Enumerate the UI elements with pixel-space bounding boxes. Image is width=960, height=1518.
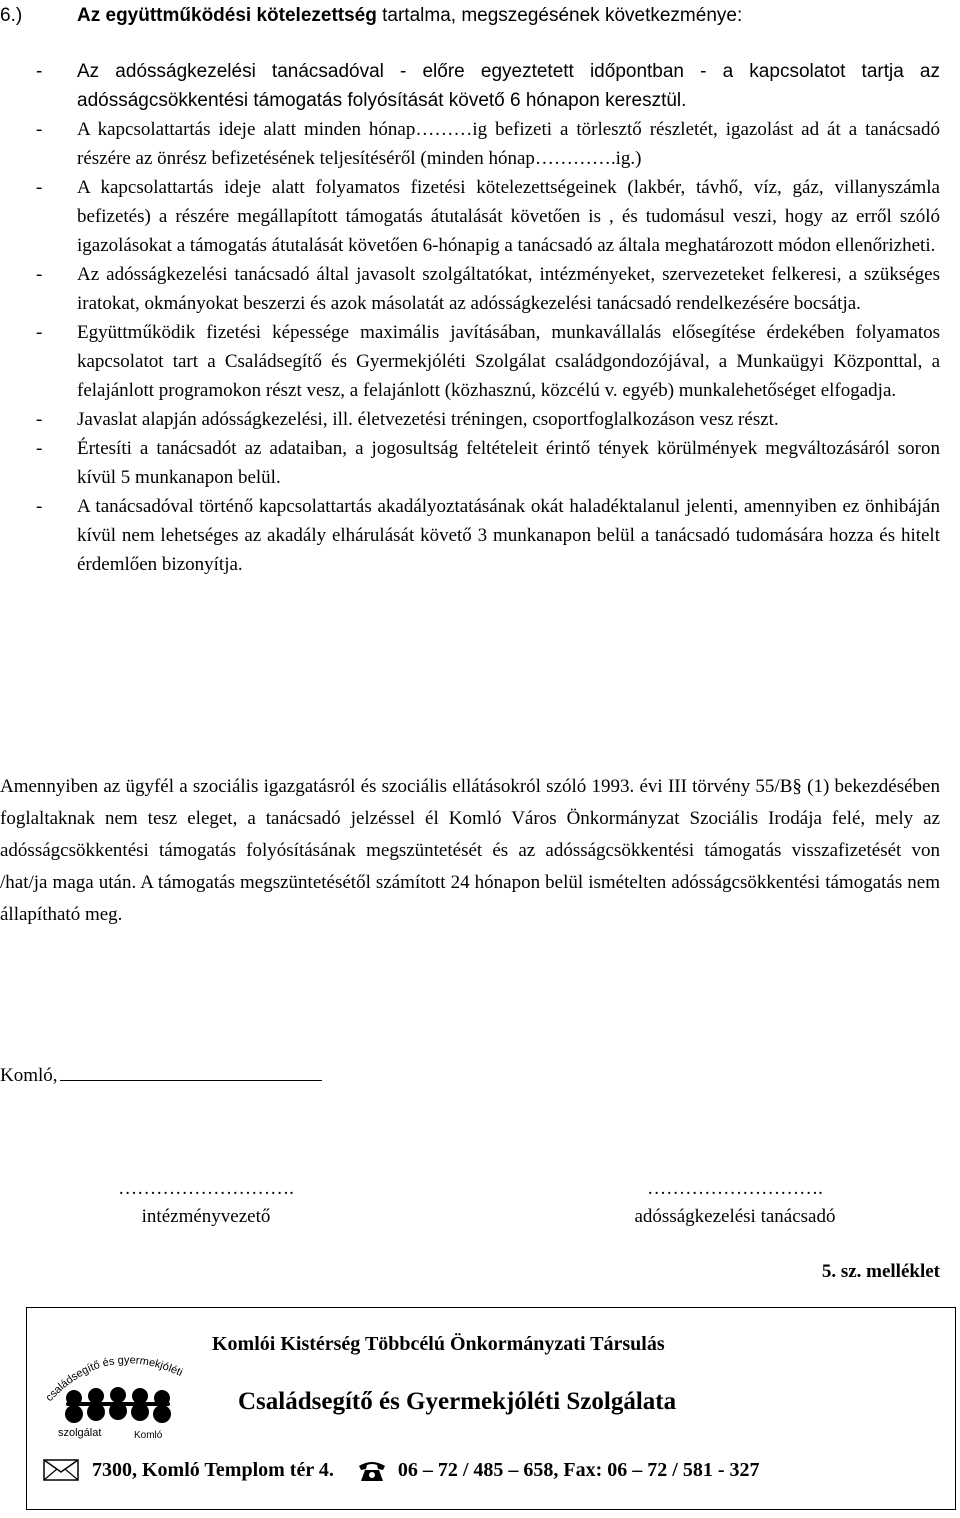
contact-line: [42, 1455, 760, 1485]
signature-dots-right: ……………………….: [647, 1178, 823, 1199]
address-text: 7300, Komló Templom tér 4.: [92, 1459, 334, 1481]
list-item: [0, 492, 940, 579]
telephone-icon: [356, 1457, 388, 1483]
section-title-bold: Az együttműködési kötelezettség: [77, 5, 377, 26]
list-item-text: A kapcsolattartás ideje alatt minden hónap………ig befizeti a törlesztő részletét, igazolást ad át a tanácsadó részére az önrész befizetésének teljesítéséről (minden hónap………….ig.): [77, 119, 940, 169]
service-name: Családsegítő és Gyermekjóléti Szolgálata: [238, 1388, 677, 1415]
list-item: [0, 318, 940, 405]
place-date-line: [0, 1058, 322, 1091]
list-item: [0, 434, 940, 492]
signature-block-right: [585, 1175, 885, 1231]
list-dash: -: [36, 438, 43, 459]
logo-text-bottom-right: Komló: [134, 1430, 163, 1440]
section-number: 6.): [0, 5, 23, 26]
list-item-text: Az adósságkezelési tanácsadóval - előre egyeztetett időpontban - a kapcsolatot tartja az adósságcsökkentési támogatás folyósítását követő 6 hónapon keresztül.: [77, 61, 940, 111]
signature-dots-left: ……………………….: [118, 1178, 294, 1199]
list-dash: -: [36, 496, 43, 517]
list-dash: -: [36, 119, 43, 140]
obligations-list: [0, 57, 940, 579]
signature-block-left: [56, 1175, 356, 1231]
list-item: [0, 173, 940, 260]
logo-children-icon: [38, 1340, 198, 1440]
phone-text: 06 – 72 / 485 – 658, Fax: 06 – 72 / 581 - 327: [397, 1459, 760, 1481]
envelope-icon: [42, 1457, 82, 1483]
logo-text-bottom-left: szolgálat: [58, 1427, 102, 1439]
list-item-text: Az adósságkezelési tanácsadó által javasolt szolgáltatókat, intézményeket, szervezeteket felkeresi, a szükséges iratokat, okmányokat beszerzi és azok másolatát az adósságkezelési tanácsadó rendelkezésére bocsátja.: [77, 264, 940, 314]
consequence-paragraph: Amennyiben az ügyfél a szociális igazgatásról és szociális ellátásokról szóló 1993. évi III törvény 55/B§ (1) bekezdésében foglaltaknak nem tesz eleget, a tanácsadó jelzéssel él Komló Város Önkormányzat Szociális Irodája felé, mely az adósságcsökkentési támogatás folyósításának megszüntetését és az adósságcsökkentési támogatás visszafizetését von /hat/ja maga után. A támogatás megszüntetésétől számított 24 hónapon belül ismételten adósságcsökkentési támogatás nem állapítható meg.: [0, 776, 940, 925]
list-item: [0, 57, 940, 115]
section-title-rest: tartalma, megszegésének következménye:: [376, 5, 743, 26]
list-item-text: Együttműködik fizetési képessége maximális javításában, munkavállalás elősegítése érdekében folyamatos kapcsolatot tart a Családsegítő és Gyermekjóléti Szolgálat családgondozójával, a Munkaügyi Központtal, a felajánlott programokon részt vesz, a felajánlott (közhasznú, közcélú v. egyéb) munkalehetőséget elfogadja.: [77, 322, 940, 401]
date-blank-line: [60, 1058, 322, 1081]
list-dash: -: [36, 177, 43, 198]
list-dash: -: [36, 61, 43, 82]
list-item-text: Értesíti a tanácsadót az adataiban, a jogosultság feltételeit érintő tények körülmények megváltozásáról soron kívül 5 munkanapon belül.: [77, 438, 940, 488]
place-label: Komló,: [0, 1065, 58, 1086]
annex-label: 5. sz. melléklet: [821, 1261, 940, 1282]
list-item: [0, 115, 940, 173]
logo-figures: [65, 1387, 171, 1423]
list-item: [0, 260, 940, 318]
logo-text-top-path: családsegítő és gyermekjóléti: [43, 1354, 185, 1404]
list-item-text: Javaslat alapján adósságkezelési, ill. életvezetési tréningen, csoportfoglalkozáson vesz részt.: [77, 409, 779, 430]
list-item-text: A kapcsolattartás ideje alatt folyamatos fizetési kötelezettségeinek (lakbér, távhő, víz, gáz, villanyszámla befizetés) a részére megállapított támogatás átutalását követően is , és tudomásul veszi, hogy az erről szóló igazolásokat a támogatás átutalását követően 6-hónapig a tanácsadó az általa meghatározott módon ellenőrizheti.: [77, 177, 940, 256]
section-heading: [0, 3, 742, 29]
signature-label-left: intézményvezető: [141, 1206, 271, 1227]
list-dash: -: [36, 409, 43, 430]
list-dash: -: [36, 322, 43, 343]
list-dash: -: [36, 264, 43, 285]
list-item: [0, 405, 940, 434]
organization-name: Komlói Kistérség Többcélú Önkormányzati Társulás: [212, 1333, 665, 1355]
list-item-text: A tanácsadóval történő kapcsolattartás akadályoztatásának okát haladéktalanul jelenti, amennyiben ez önhibáján kívül nem lehetséges az akadály elhárulását követő 3 munkanapon belül a tanácsadó tudomására hozza és hitelt érdemlően bizonyítja.: [77, 496, 940, 575]
signature-label-right: adósságkezelési tanácsadó: [634, 1206, 836, 1227]
